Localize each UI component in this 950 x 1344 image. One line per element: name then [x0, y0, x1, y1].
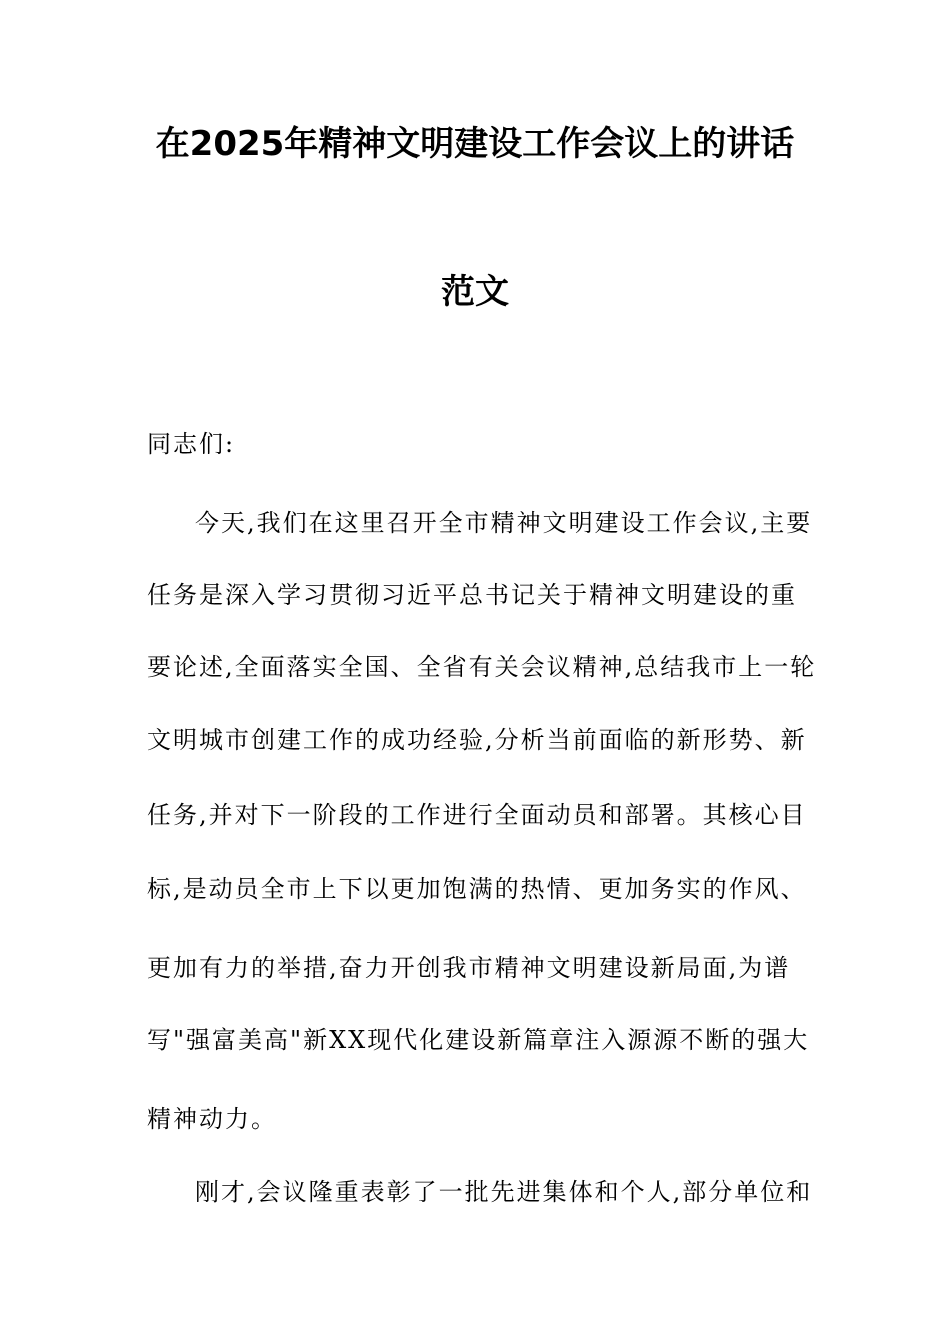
paragraph-1-line: 任务,并对下一阶段的工作进行全面动员和部署。其核心目 [147, 801, 807, 829]
paragraph-2-line: 刚才,会议隆重表彰了一批先进集体和个人,部分单位和 [195, 1178, 813, 1206]
document-title-line-1: 在2025年精神文明建设工作会议上的讲话 [155, 124, 795, 164]
document-title-line-2: 范文 [441, 272, 509, 312]
paragraph-1-line: 要论述,全面落实全国、全省有关会议精神,总结我市上一轮 [147, 653, 817, 681]
paragraph-1-line: 标,是动员全市上下以更加饱满的热情、更加务实的作风、 [147, 875, 807, 903]
paragraph-1-line: 文明城市创建工作的成功经验,分析当前面临的新形势、新 [147, 726, 807, 754]
paragraph-1-line: 今天,我们在这里召开全市精神文明建设工作会议,主要 [195, 509, 813, 537]
paragraph-1-line: 任务是深入学习贯彻习近平总书记关于精神文明建设的重 [147, 581, 797, 609]
paragraph-1-line: 精神动力。 [147, 1105, 277, 1133]
paragraph-1-line: 更加有力的举措,奋力开创我市精神文明建设新局面,为谱 [147, 954, 791, 982]
salutation: 同志们: [147, 430, 236, 458]
paragraph-1-line: 写"强富美高"新XX现代化建设新篇章注入源源不断的强大 [147, 1026, 810, 1054]
